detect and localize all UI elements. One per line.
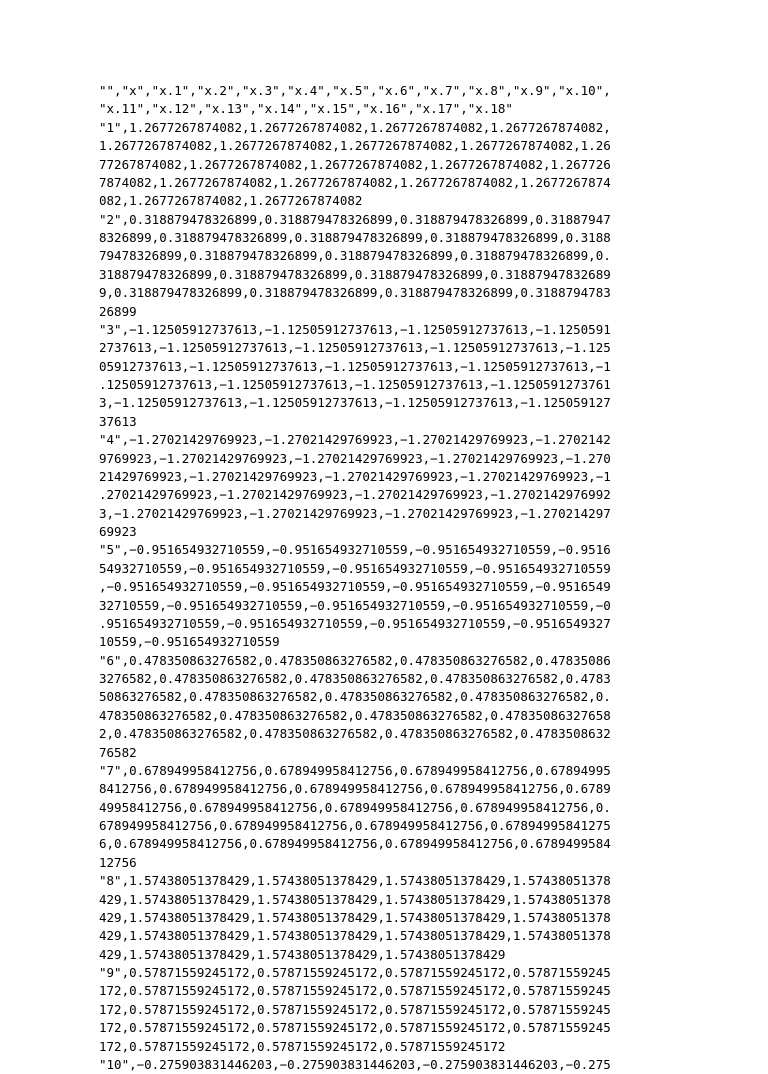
csv-text-line: "1",1.2677267874082,1.2677267874082,1.2677267874082,1.2677267874082, (99, 119, 611, 135)
csv-text-line: 172,0.57871559245172,0.57871559245172,0.57871559245172 (99, 1038, 506, 1054)
csv-text-line: 69923 (99, 524, 137, 539)
csv-text-line: 1.2677267874082,1.2677267874082,1.2677267874082,1.2677267874082,1.26 (99, 138, 611, 154)
csv-text-line: 9,0.318879478326899,0.318879478326899,0.318879478326899,0.3188794783 (99, 285, 611, 301)
csv-text-line: "9",0.57871559245172,0.57871559245172,0.57871559245172,0.57871559245 (99, 965, 611, 980)
csv-text-line: 05912737613,−1.12505912737613,−1.12505912737613,−1.12505912737613,−1 (99, 358, 611, 374)
csv-text-line: "x.11","x.12","x.13","x.14","x.15","x.16","x.17","x.18" (99, 101, 513, 117)
csv-text-line: "5",−0.951654932710559,−0.951654932710559,−0.951654932710559,−0.9516 (99, 542, 611, 558)
csv-text-line: 429,1.57438051378429,1.57438051378429,1.57438051378429 (99, 946, 506, 962)
csv-text-line: 9769923,−1.27021429769923,−1.27021429769923,−1.27021429769923,−1.270 (99, 450, 611, 466)
csv-text-line: "2",0.318879478326899,0.318879478326899,0.318879478326899,0.31887947 (99, 211, 611, 227)
csv-text-line: 2,0.478350863276582,0.478350863276582,0.478350863276582,0.4783508632 (99, 726, 611, 742)
csv-text-line: .951654932710559,−0.951654932710559,−0.951654932710559,−0.9516549327 (99, 615, 611, 631)
csv-text-line: 12756 (99, 854, 137, 870)
csv-text-line: 478350863276582,0.478350863276582,0.478350863276582,0.47835086327658 (99, 707, 611, 723)
csv-text-line: 172,0.57871559245172,0.57871559245172,0.57871559245172,0.57871559245 (99, 983, 611, 999)
csv-text-line: 082,1.2677267874082,1.2677267874082 (99, 193, 363, 209)
csv-text-line: 172,0.57871559245172,0.57871559245172,0.57871559245172,0.57871559245 (99, 1001, 611, 1017)
csv-text-line: 21429769923,−1.27021429769923,−1.27021429769923,−1.27021429769923,−1 (99, 468, 611, 484)
csv-text-line: 429,1.57438051378429,1.57438051378429,1.57438051378429,1.57438051378 (99, 891, 611, 907)
csv-text-line: "7",0.678949958412756,0.678949958412756,0.678949958412756,0.67894995 (99, 762, 611, 778)
csv-text-line: 678949958412756,0.678949958412756,0.678949958412756,0.67894995841275 (99, 818, 611, 833)
csv-text-line: 7874082,1.2677267874082,1.2677267874082,1.2677267874082,1.2677267874 (99, 174, 611, 190)
csv-text-line: 50863276582,0.478350863276582,0.478350863276582,0.478350863276582,0. (99, 689, 611, 705)
csv-text-line: "3",−1.12505912737613,−1.12505912737613,−1.12505912737613,−1.1250591 (99, 321, 611, 337)
csv-text-line: 79478326899,0.318879478326899,0.318879478326899,0.318879478326899,0. (99, 248, 611, 264)
csv-text-line: 32710559,−0.951654932710559,−0.951654932710559,−0.951654932710559,−0 (99, 597, 611, 613)
csv-text-line: "10",−0.275903831446203,−0.275903831446203,−0.275903831446203,−0.275 (99, 1056, 611, 1072)
csv-text-line: 49958412756,0.678949958412756,0.678949958412756,0.678949958412756,0. (99, 799, 611, 815)
csv-text-line: 429,1.57438051378429,1.57438051378429,1.57438051378429,1.57438051378 (99, 928, 611, 944)
csv-text-line: 77267874082,1.2677267874082,1.2677267874082,1.2677267874082,1.267726 (99, 156, 611, 172)
csv-text-line: 8326899,0.318879478326899,0.318879478326899,0.318879478326899,0.3188 (99, 230, 611, 245)
csv-text-line: 3,−1.27021429769923,−1.27021429769923,−1.27021429769923,−1.270214297 (99, 505, 611, 521)
csv-text-line: "4",−1.27021429769923,−1.27021429769923,−1.27021429769923,−1.2702142 (99, 432, 611, 448)
csv-text-line: .27021429769923,−1.27021429769923,−1.27021429769923,−1.2702142976992 (99, 487, 611, 503)
csv-text-line: 26899 (99, 303, 137, 319)
csv-text-line: 10559,−0.951654932710559 (99, 634, 280, 650)
csv-text-line: ,−0.951654932710559,−0.951654932710559,−0.951654932710559,−0.9516549 (99, 579, 611, 595)
csv-text-line: 3276582,0.478350863276582,0.478350863276582,0.478350863276582,0.4783 (99, 671, 611, 686)
csv-text-line: 37613 (99, 413, 137, 429)
csv-text-line: 2737613,−1.12505912737613,−1.12505912737613,−1.12505912737613,−1.125 (99, 340, 611, 356)
csv-text-line: "","x","x.1","x.2","x.3","x.4","x.5","x.6","x.7","x.8","x.9","x.10", (99, 83, 611, 98)
csv-text-line: "6",0.478350863276582,0.478350863276582,0.478350863276582,0.47835086 (99, 652, 611, 668)
csv-text-line: 172,0.57871559245172,0.57871559245172,0.57871559245172,0.57871559245 (99, 1020, 611, 1036)
csv-text-line: "8",1.57438051378429,1.57438051378429,1.57438051378429,1.57438051378 (99, 873, 611, 889)
csv-text-block (99, 82, 679, 1074)
csv-text-line: 429,1.57438051378429,1.57438051378429,1.57438051378429,1.57438051378 (99, 909, 611, 925)
csv-text-line: .12505912737613,−1.12505912737613,−1.12505912737613,−1.1250591273761 (99, 377, 611, 392)
csv-text-line: 6,0.678949958412756,0.678949958412756,0.678949958412756,0.6789499584 (99, 836, 611, 852)
csv-text-line: 54932710559,−0.951654932710559,−0.951654932710559,−0.951654932710559 (99, 560, 611, 576)
csv-text-line: 318879478326899,0.318879478326899,0.318879478326899,0.31887947832689 (99, 266, 611, 282)
csv-text-line: 76582 (99, 744, 137, 760)
csv-text-line: 8412756,0.678949958412756,0.678949958412756,0.678949958412756,0.6789 (99, 781, 611, 797)
csv-text-line: 3,−1.12505912737613,−1.12505912737613,−1.12505912737613,−1.125059127 (99, 395, 611, 411)
